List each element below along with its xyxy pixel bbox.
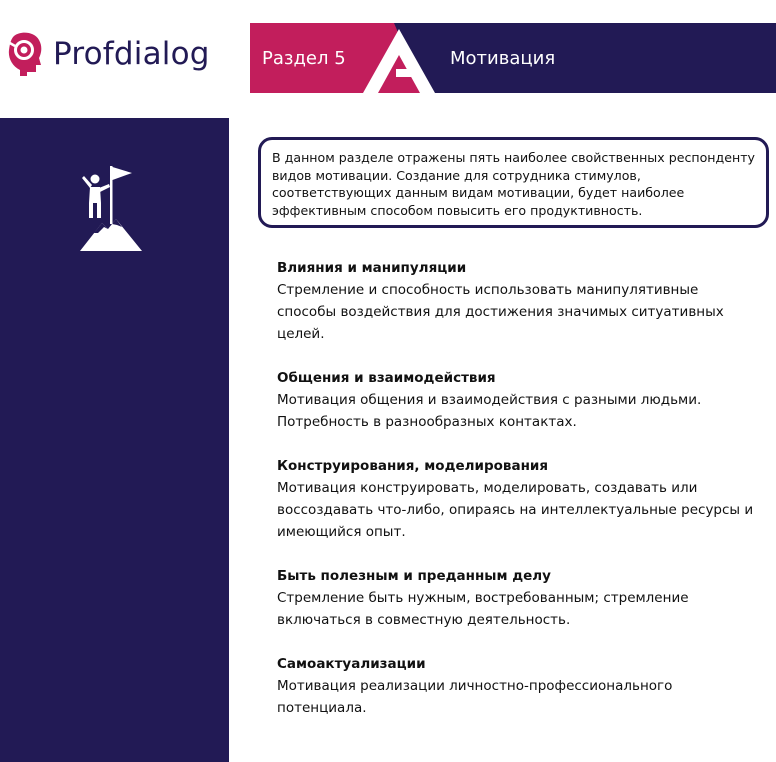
triangle-logo-mark-icon <box>358 23 444 97</box>
intro-box <box>258 137 769 228</box>
motive-description: Стремление и способность использовать манипулятивные способы воздействия для достижения значимых ситуативных целей. <box>277 282 724 342</box>
motive-item <box>277 367 757 433</box>
motive-title: Влияния и манипуляции <box>277 260 467 276</box>
intro-text: В данном разделе отражены пять наиболее свойственных респонденту видов мотивации. Создание для сотрудника стимулов, соответствующих данным видам мотивации, будет наиболее эффективным способом повысить его продуктивность. <box>272 150 756 218</box>
motive-description: Стремление быть нужным, востребованным; стремление включаться в совместную деятельность. <box>277 590 689 628</box>
motive-item <box>277 653 757 719</box>
motive-description: Мотивация конструировать, моделировать, создавать или воссоздавать что-либо, опираясь на интеллектуальные ресурсы и имеющийся опыт. <box>277 480 754 540</box>
motive-description: Мотивация реализации личностно-профессионального потенциала. <box>277 678 673 716</box>
motive-description: Мотивация общения и взаимодействия с разными людьми. Потребность в разнообразных контактах. <box>277 392 702 430</box>
mountain-summit-flag-icon <box>76 163 146 257</box>
brand-logo <box>6 32 210 76</box>
motive-item <box>277 257 757 345</box>
head-profile-icon <box>6 32 44 76</box>
motive-title: Конструирования, моделирования <box>277 458 549 474</box>
motive-item <box>277 565 757 631</box>
section-title: Мотивация <box>450 47 556 69</box>
motive-item <box>277 455 757 543</box>
motive-title: Общения и взаимодействия <box>277 370 496 386</box>
motives-list <box>277 257 757 741</box>
motive-title: Быть полезным и преданным делу <box>277 568 551 584</box>
motive-title: Самоактуализации <box>277 656 426 672</box>
section-label: Раздел 5 <box>250 23 360 93</box>
brand-name: Profdialog <box>53 36 210 72</box>
